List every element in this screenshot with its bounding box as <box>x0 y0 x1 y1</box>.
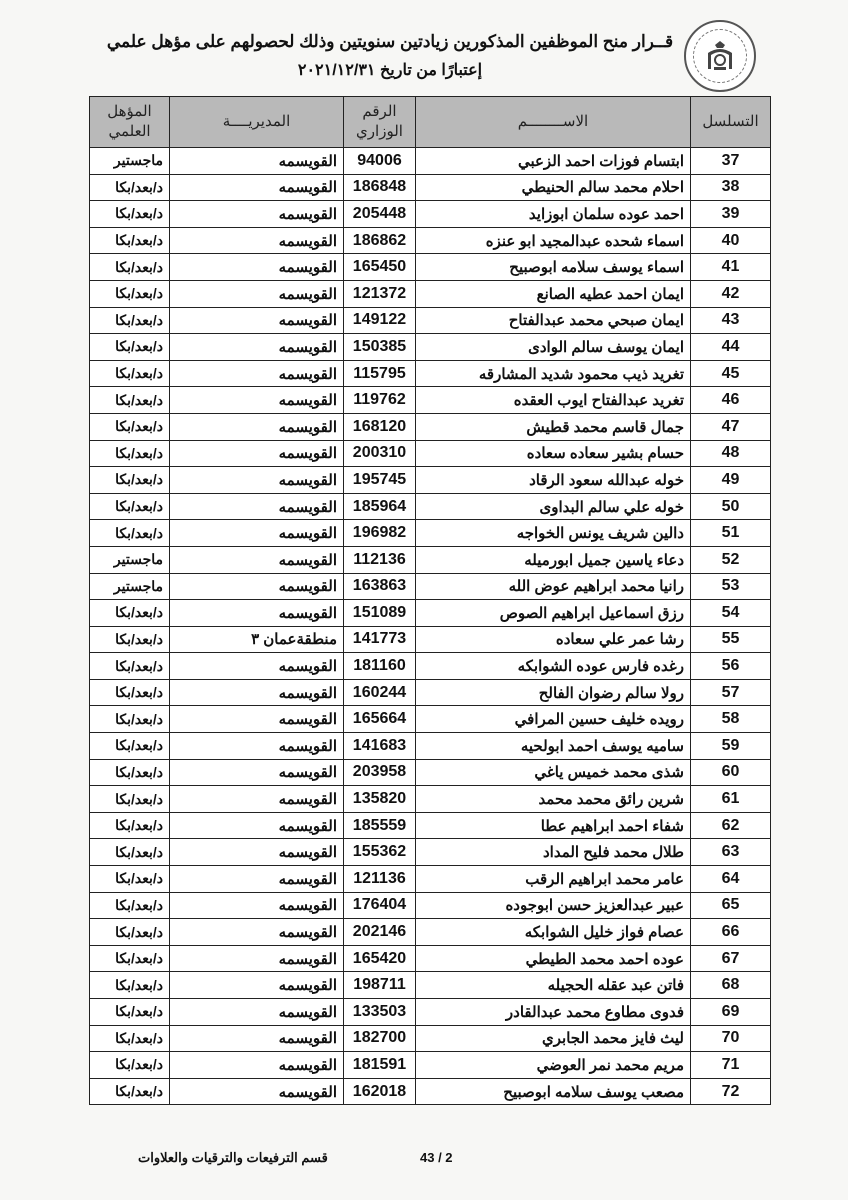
table-row <box>90 387 771 414</box>
cell-directorate: القويسمه <box>170 786 344 813</box>
cell-seq: 64 <box>691 866 771 893</box>
cell-directorate: القويسمه <box>170 334 344 361</box>
cell-seq: 65 <box>691 892 771 919</box>
employees-table <box>89 96 771 1105</box>
cell-qualification: د/بعد/بكا <box>90 600 170 627</box>
cell-ministry-id: 185964 <box>344 493 416 520</box>
cell-name: عوده احمد محمد الطيطي <box>416 945 691 972</box>
cell-directorate: القويسمه <box>170 759 344 786</box>
cell-directorate: القويسمه <box>170 1025 344 1052</box>
cell-ministry-id: 181160 <box>344 653 416 680</box>
cell-seq: 60 <box>691 759 771 786</box>
table-row <box>90 600 771 627</box>
cell-qualification: د/بعد/بكا <box>90 733 170 760</box>
cell-ministry-id: 133503 <box>344 999 416 1026</box>
cell-qualification: د/بعد/بكا <box>90 201 170 228</box>
cell-directorate: القويسمه <box>170 174 344 201</box>
cell-name: طلال محمد فليح المداد <box>416 839 691 866</box>
cell-ministry-id: 135820 <box>344 786 416 813</box>
document-title: قــرار منح الموظفين المذكورين زيادتين سنويتين وذلك لحصولهم على مؤهل علمي <box>106 32 674 51</box>
cell-name: جمال قاسم محمد قطيش <box>416 413 691 440</box>
cell-name: احلام محمد سالم الحنيطي <box>416 174 691 201</box>
cell-seq: 54 <box>691 600 771 627</box>
cell-seq: 69 <box>691 999 771 1026</box>
cell-qualification: د/بعد/بكا <box>90 972 170 999</box>
cell-qualification: د/بعد/بكا <box>90 919 170 946</box>
cell-seq: 57 <box>691 679 771 706</box>
cell-ministry-id: 151089 <box>344 600 416 627</box>
cell-directorate: القويسمه <box>170 413 344 440</box>
column-header-ministry-id <box>344 97 416 148</box>
cell-directorate: القويسمه <box>170 945 344 972</box>
table-row <box>90 413 771 440</box>
cell-seq: 37 <box>691 148 771 175</box>
cell-ministry-id: 195745 <box>344 467 416 494</box>
cell-directorate: القويسمه <box>170 254 344 281</box>
cell-directorate: القويسمه <box>170 919 344 946</box>
table-row <box>90 307 771 334</box>
document-subtitle-date: إعتبارًا من تاريخ ٢٠٢١/١٢/٣١ <box>297 62 483 79</box>
cell-qualification: د/بعد/بكا <box>90 786 170 813</box>
cell-name: ايمان احمد عطيه الصانع <box>416 280 691 307</box>
cell-seq: 43 <box>691 307 771 334</box>
cell-name: عبير عبدالعزيز حسن ابوجوده <box>416 892 691 919</box>
cell-seq: 50 <box>691 493 771 520</box>
cell-directorate: القويسمه <box>170 280 344 307</box>
table-row <box>90 1078 771 1105</box>
cell-ministry-id: 205448 <box>344 201 416 228</box>
cell-qualification: د/بعد/بكا <box>90 334 170 361</box>
cell-name: دعاء ياسين جميل ابورميله <box>416 546 691 573</box>
cell-qualification: د/بعد/بكا <box>90 413 170 440</box>
cell-ministry-id: 202146 <box>344 919 416 946</box>
table-row <box>90 573 771 600</box>
cell-name: ايمان يوسف سالم الوادى <box>416 334 691 361</box>
cell-directorate: القويسمه <box>170 999 344 1026</box>
cell-name: اسماء شحده عبدالمجيد ابو عنزه <box>416 227 691 254</box>
cell-seq: 51 <box>691 520 771 547</box>
cell-seq: 55 <box>691 626 771 653</box>
cell-qualification: د/بعد/بكا <box>90 387 170 414</box>
column-header-directorate: المديريــــة <box>170 97 344 148</box>
cell-name: احمد عوده سلمان ابوزايد <box>416 201 691 228</box>
cell-ministry-id: 155362 <box>344 839 416 866</box>
cell-seq: 66 <box>691 919 771 946</box>
table-row <box>90 520 771 547</box>
cell-name: اسماء يوسف سلامه ابوصبيح <box>416 254 691 281</box>
cell-seq: 48 <box>691 440 771 467</box>
cell-name: عامر محمد ابراهيم الرقب <box>416 866 691 893</box>
cell-ministry-id: 165450 <box>344 254 416 281</box>
cell-directorate: القويسمه <box>170 653 344 680</box>
column-header-seq: التسلسل <box>691 97 771 148</box>
cell-name: دالين شريف يونس الخواجه <box>416 520 691 547</box>
cell-directorate: القويسمه <box>170 866 344 893</box>
cell-seq: 70 <box>691 1025 771 1052</box>
cell-directorate: القويسمه <box>170 600 344 627</box>
cell-directorate: القويسمه <box>170 812 344 839</box>
cell-qualification: د/بعد/بكا <box>90 706 170 733</box>
column-header-id-line2: الوزاري <box>356 123 403 140</box>
cell-directorate: القويسمه <box>170 892 344 919</box>
cell-qualification: د/بعد/بكا <box>90 254 170 281</box>
cell-directorate: القويسمه <box>170 573 344 600</box>
cell-name: ايمان صبحي محمد عبدالفتاح <box>416 307 691 334</box>
cell-directorate: القويسمه <box>170 387 344 414</box>
cell-ministry-id: 160244 <box>344 679 416 706</box>
table-row <box>90 148 771 175</box>
cell-ministry-id: 165664 <box>344 706 416 733</box>
column-header-qual-line2: العلمي <box>108 123 151 140</box>
table-row <box>90 786 771 813</box>
cell-directorate: القويسمه <box>170 520 344 547</box>
cell-directorate: القويسمه <box>170 467 344 494</box>
cell-name: رولا سالم رضوان الفالح <box>416 679 691 706</box>
cell-qualification: د/بعد/بكا <box>90 227 170 254</box>
cell-ministry-id: 112136 <box>344 546 416 573</box>
cell-seq: 46 <box>691 387 771 414</box>
cell-qualification: د/بعد/بكا <box>90 280 170 307</box>
cell-name: شفاء احمد ابراهيم عطا <box>416 812 691 839</box>
cell-name: مريم محمد نمر العوضي <box>416 1052 691 1079</box>
cell-qualification: د/بعد/بكا <box>90 679 170 706</box>
cell-seq: 53 <box>691 573 771 600</box>
cell-seq: 41 <box>691 254 771 281</box>
cell-ministry-id: 115795 <box>344 360 416 387</box>
cell-ministry-id: 121372 <box>344 280 416 307</box>
table-row <box>90 254 771 281</box>
cell-directorate: القويسمه <box>170 493 344 520</box>
cell-qualification: د/بعد/بكا <box>90 1078 170 1105</box>
cell-ministry-id: 176404 <box>344 892 416 919</box>
column-header-qualification <box>90 97 170 148</box>
cell-name: حسام بشير سعاده سعاده <box>416 440 691 467</box>
cell-ministry-id: 181591 <box>344 1052 416 1079</box>
cell-ministry-id: 196982 <box>344 520 416 547</box>
cell-seq: 44 <box>691 334 771 361</box>
cell-directorate: القويسمه <box>170 307 344 334</box>
cell-directorate: القويسمه <box>170 679 344 706</box>
cell-ministry-id: 94006 <box>344 148 416 175</box>
cell-seq: 45 <box>691 360 771 387</box>
cell-ministry-id: 165420 <box>344 945 416 972</box>
cell-qualification: د/بعد/بكا <box>90 1025 170 1052</box>
page-number: 43 / 2 <box>420 1150 453 1165</box>
cell-name: رزق اسماعيل ابراهيم الصوص <box>416 600 691 627</box>
cell-directorate: القويسمه <box>170 440 344 467</box>
cell-seq: 38 <box>691 174 771 201</box>
cell-seq: 68 <box>691 972 771 999</box>
cell-name: فاتن عبد عقله الحجيله <box>416 972 691 999</box>
cell-seq: 59 <box>691 733 771 760</box>
cell-seq: 56 <box>691 653 771 680</box>
cell-name: مصعب يوسف سلامه ابوصبيح <box>416 1078 691 1105</box>
cell-qualification: ماجستير <box>90 148 170 175</box>
cell-name: شرين رائق محمد محمد <box>416 786 691 813</box>
cell-directorate: القويسمه <box>170 360 344 387</box>
column-header-qual-line1: المؤهل <box>107 103 152 120</box>
table-header-row <box>90 97 771 148</box>
table-row <box>90 334 771 361</box>
cell-seq: 58 <box>691 706 771 733</box>
table-row <box>90 546 771 573</box>
table-row <box>90 999 771 1026</box>
cell-directorate: منطقةعمان ٣ <box>170 626 344 653</box>
cell-name: ابتسام فوزات احمد الزعبي <box>416 148 691 175</box>
table-body <box>90 148 771 1105</box>
cell-qualification: د/بعد/بكا <box>90 892 170 919</box>
cell-ministry-id: 121136 <box>344 866 416 893</box>
cell-qualification: د/بعد/بكا <box>90 360 170 387</box>
cell-ministry-id: 182700 <box>344 1025 416 1052</box>
cell-seq: 52 <box>691 546 771 573</box>
cell-qualification: د/بعد/بكا <box>90 493 170 520</box>
cell-ministry-id: 141773 <box>344 626 416 653</box>
department-name: قسم الترفيعات والترقيات والعلاوات <box>138 1150 328 1165</box>
table-row <box>90 360 771 387</box>
crest-icon <box>693 29 747 83</box>
cell-seq: 49 <box>691 467 771 494</box>
cell-name: فدوى مطاوع محمد عبدالقادر <box>416 999 691 1026</box>
cell-qualification: د/بعد/بكا <box>90 945 170 972</box>
cell-seq: 47 <box>691 413 771 440</box>
cell-directorate: القويسمه <box>170 1052 344 1079</box>
cell-directorate: القويسمه <box>170 972 344 999</box>
table-row <box>90 759 771 786</box>
table-row <box>90 866 771 893</box>
cell-name: شذى محمد خميس ياغي <box>416 759 691 786</box>
cell-seq: 39 <box>691 201 771 228</box>
table-row <box>90 201 771 228</box>
cell-qualification: د/بعد/بكا <box>90 467 170 494</box>
cell-qualification: د/بعد/بكا <box>90 866 170 893</box>
column-header-name: الاســــــــم <box>416 97 691 148</box>
cell-qualification: د/بعد/بكا <box>90 520 170 547</box>
cell-ministry-id: 186848 <box>344 174 416 201</box>
cell-ministry-id: 168120 <box>344 413 416 440</box>
cell-ministry-id: 150385 <box>344 334 416 361</box>
cell-directorate: القويسمه <box>170 227 344 254</box>
table-row <box>90 440 771 467</box>
cell-qualification: د/بعد/بكا <box>90 999 170 1026</box>
cell-ministry-id: 198711 <box>344 972 416 999</box>
cell-qualification: د/بعد/بكا <box>90 440 170 467</box>
crown-crest-icon <box>703 39 737 73</box>
cell-ministry-id: 149122 <box>344 307 416 334</box>
cell-name: تغريد عبدالفتاح ايوب العقده <box>416 387 691 414</box>
cell-name: رانيا محمد ابراهيم عوض الله <box>416 573 691 600</box>
table-row <box>90 733 771 760</box>
cell-qualification: ماجستير <box>90 546 170 573</box>
cell-qualification: ماجستير <box>90 573 170 600</box>
cell-ministry-id: 119762 <box>344 387 416 414</box>
cell-directorate: القويسمه <box>170 546 344 573</box>
cell-seq: 63 <box>691 839 771 866</box>
table-row <box>90 227 771 254</box>
cell-seq: 61 <box>691 786 771 813</box>
cell-seq: 71 <box>691 1052 771 1079</box>
table-row <box>90 945 771 972</box>
cell-ministry-id: 163863 <box>344 573 416 600</box>
cell-ministry-id: 162018 <box>344 1078 416 1105</box>
table-row <box>90 919 771 946</box>
cell-name: خوله عبدالله سعود الرقاد <box>416 467 691 494</box>
cell-seq: 40 <box>691 227 771 254</box>
cell-seq: 62 <box>691 812 771 839</box>
table-row <box>90 892 771 919</box>
cell-name: رويده خليف حسين المرافي <box>416 706 691 733</box>
cell-directorate: القويسمه <box>170 148 344 175</box>
cell-ministry-id: 200310 <box>344 440 416 467</box>
cell-ministry-id: 203958 <box>344 759 416 786</box>
table-row <box>90 626 771 653</box>
table-row <box>90 1025 771 1052</box>
cell-seq: 67 <box>691 945 771 972</box>
cell-qualification: د/بعد/بكا <box>90 1052 170 1079</box>
ministry-emblem-logo <box>684 20 756 92</box>
cell-name: رغده فارس عوده الشوابكه <box>416 653 691 680</box>
cell-name: ليث فايز محمد الجابري <box>416 1025 691 1052</box>
table-row <box>90 706 771 733</box>
table-row <box>90 839 771 866</box>
cell-directorate: القويسمه <box>170 839 344 866</box>
cell-name: ساميه يوسف احمد ابولحيه <box>416 733 691 760</box>
cell-seq: 72 <box>691 1078 771 1105</box>
column-header-id-line1: الرقم <box>362 103 397 120</box>
cell-qualification: د/بعد/بكا <box>90 174 170 201</box>
table-row <box>90 679 771 706</box>
cell-ministry-id: 185559 <box>344 812 416 839</box>
cell-name: رشا عمر علي سعاده <box>416 626 691 653</box>
cell-qualification: د/بعد/بكا <box>90 759 170 786</box>
cell-name: عصام فواز خليل الشوابكه <box>416 919 691 946</box>
cell-qualification: د/بعد/بكا <box>90 626 170 653</box>
table-row <box>90 653 771 680</box>
cell-seq: 42 <box>691 280 771 307</box>
cell-name: تغريد ذيب محمود شديد المشارقه <box>416 360 691 387</box>
table-row <box>90 174 771 201</box>
table-row <box>90 493 771 520</box>
cell-qualification: د/بعد/بكا <box>90 307 170 334</box>
table-row <box>90 467 771 494</box>
cell-directorate: القويسمه <box>170 706 344 733</box>
table-row <box>90 812 771 839</box>
cell-qualification: د/بعد/بكا <box>90 812 170 839</box>
cell-directorate: القويسمه <box>170 733 344 760</box>
table-row <box>90 1052 771 1079</box>
cell-directorate: القويسمه <box>170 201 344 228</box>
cell-name: خوله علي سالم البداوى <box>416 493 691 520</box>
table-row <box>90 972 771 999</box>
cell-ministry-id: 141683 <box>344 733 416 760</box>
cell-qualification: د/بعد/بكا <box>90 653 170 680</box>
cell-qualification: د/بعد/بكا <box>90 839 170 866</box>
table-row <box>90 280 771 307</box>
cell-ministry-id: 186862 <box>344 227 416 254</box>
cell-directorate: القويسمه <box>170 1078 344 1105</box>
